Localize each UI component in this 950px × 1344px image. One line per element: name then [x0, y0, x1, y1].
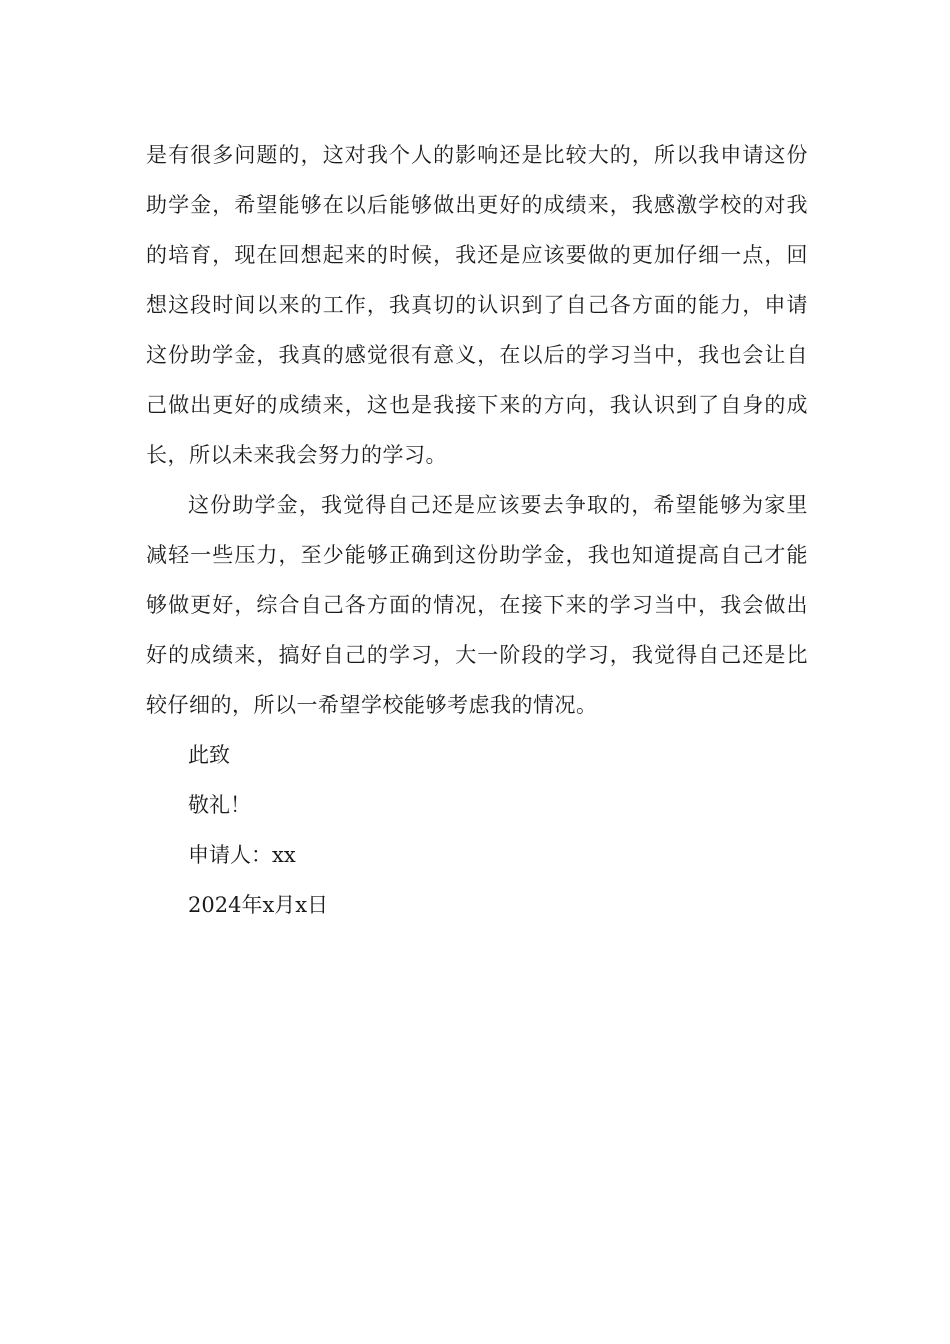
paragraph-2: 这份助学金，我觉得自己还是应该要去争取的，希望能够为家里减轻一些压力，至少能够正确到这份助学金，我也知道提高自己才能够做更好，综合自己各方面的情况，在接下来的学习当中，我会做出好的成绩来，搞好自己的学习，大一阶段的学习，我觉得自己还是比较仔细的，所以一希望学校能够考虑我的情况。	[146, 493, 808, 717]
paragraph-1: 是有很多问题的，这对我个人的影响还是比较大的，所以我申请这份助学金，希望能够在以后能够做出更好的成绩来，我感激学校的对我的培育，现在回想起来的时候，我还是应该要做的更加仔细一点，回想这段时间以来的工作，我真切的认识到了自己各方面的能力，申请这份助学金，我真的感觉很有意义，在以后的学习当中，我也会让自己做出更好的成绩来，这也是我接下来的方向，我认识到了自身的成长，所以未来我会努力的学习。	[146, 143, 808, 467]
salutation-line: 敬礼！	[188, 793, 251, 817]
letter-body	[146, 130, 808, 930]
closing-line: 此致	[188, 743, 230, 767]
date-line: 2024年x月x日	[188, 893, 329, 917]
applicant-line: 申请人：xx	[188, 843, 296, 867]
